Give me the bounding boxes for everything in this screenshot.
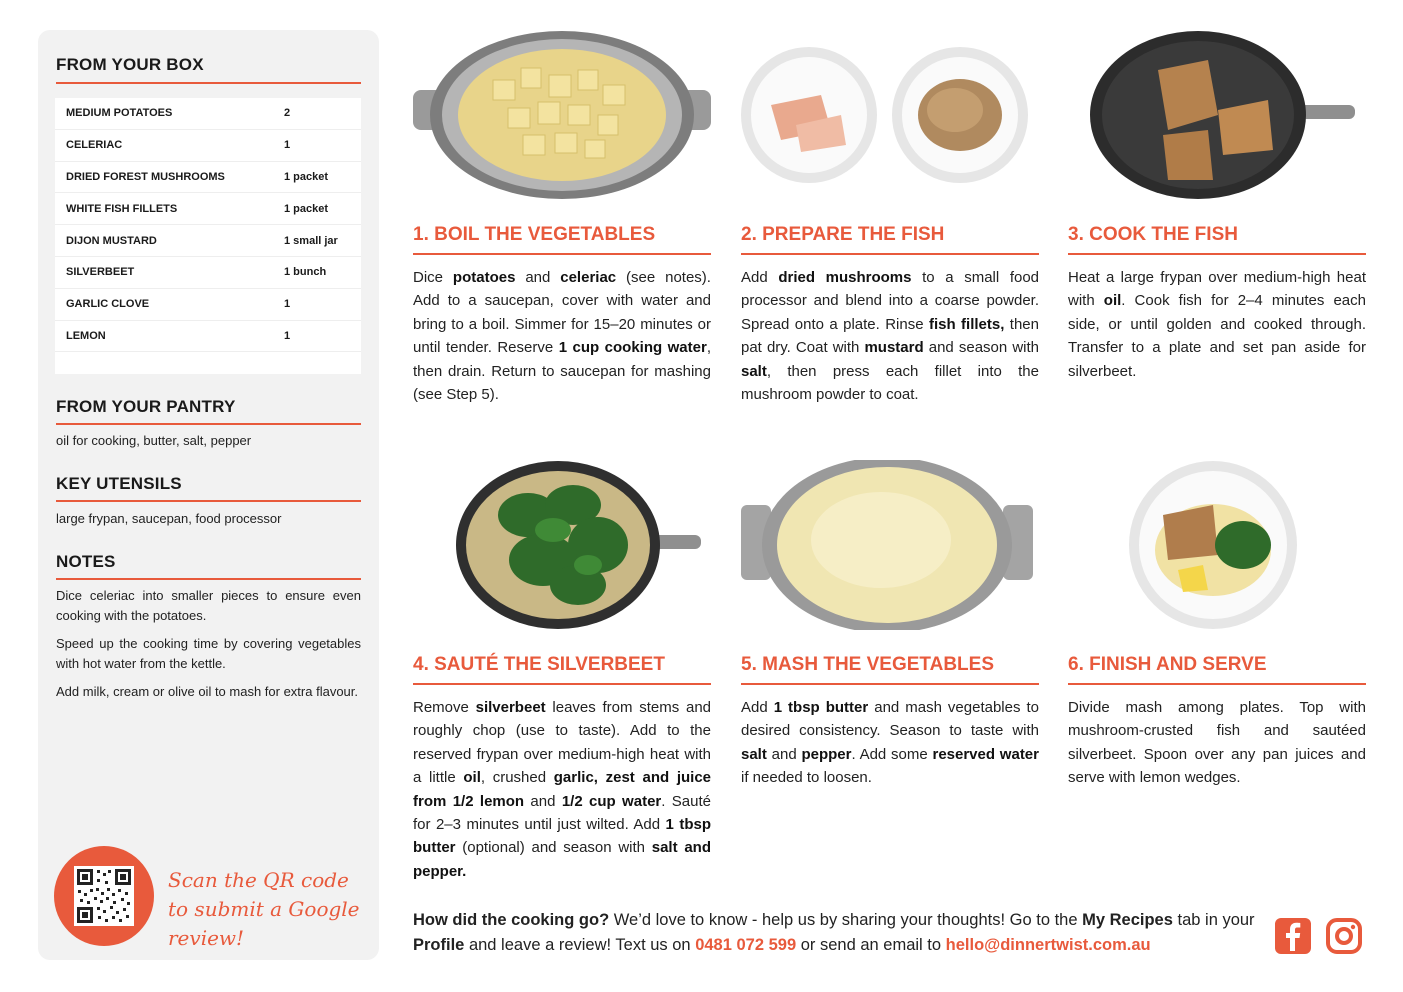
body-text: (optional) and season with <box>455 839 652 857</box>
ingredient-name: CELERIAC <box>66 139 123 152</box>
body-text: Dice <box>413 269 453 286</box>
ingredient-name: LEMON <box>66 329 106 342</box>
ingredient-qty: 2 <box>284 107 291 120</box>
bold-text: fish fillets, <box>928 315 1005 333</box>
body-text: Heat a large frypan over medium-high heat with <box>1068 269 1366 310</box>
instagram-icon[interactable] <box>1325 917 1363 955</box>
divider <box>741 683 1039 685</box>
ingredient-name: SILVERBEET <box>66 266 135 279</box>
plated-dish-image <box>1068 460 1366 630</box>
body-text: . Sauté for 2–3 minutes until just wilted. Add <box>413 792 711 834</box>
body-text: or send an email to <box>796 936 946 954</box>
fish-and-mushroom-powder-plates-image <box>741 30 1039 200</box>
body-text: and <box>515 269 561 286</box>
qr-code-badge[interactable] <box>54 846 154 946</box>
ingredient-name: WHITE FISH FILLETS <box>66 202 178 215</box>
note: Add milk, cream or olive oil to mash for extra flavour. <box>56 684 359 699</box>
divider <box>741 253 1039 255</box>
body-text: Remove <box>413 699 476 716</box>
box-ingredients-table <box>55 98 361 374</box>
bold-text: 1 cup cooking water <box>558 339 707 357</box>
bold-text: Profile <box>413 936 465 954</box>
divider <box>56 578 361 580</box>
table-row <box>55 98 361 130</box>
qr-review-prompt: Scan the QR code to submit a Google review! <box>168 868 360 950</box>
divider <box>413 683 711 685</box>
body-text: We’d love to know - help us by sharing your thoughts! Go to the <box>609 911 1083 929</box>
ingredient-qty: 1 <box>284 139 291 152</box>
notes-title: NOTES <box>56 552 116 571</box>
note: Speed up the cooking time by covering vegetables with hot water from the kettle. <box>56 636 361 671</box>
table-row <box>55 193 361 225</box>
body-text: and <box>524 792 562 810</box>
silverbeet-in-frypan-image <box>413 460 711 630</box>
table-row <box>55 130 361 162</box>
review-footer-text <box>413 908 1263 958</box>
body-text: tab in your <box>1172 911 1255 929</box>
step-body <box>741 696 1039 790</box>
contact-text[interactable]: 0481 072 599 <box>695 936 797 954</box>
step-body <box>413 696 711 883</box>
table-row <box>55 162 361 194</box>
utensils-text: large frypan, saucepan, food processor <box>56 511 282 526</box>
step-body <box>1068 266 1366 383</box>
divider <box>1068 683 1366 685</box>
bold-text: How did the cooking go? <box>413 911 610 929</box>
body-text: . Cook fish for 2–4 minutes each side, or until golden and cooked through. Transfer to a plate and set pan aside for silverbeet. <box>1068 292 1366 380</box>
bold-text: salt <box>741 745 767 763</box>
bold-text: mustard <box>864 339 924 357</box>
bold-text: reserved water <box>932 745 1039 763</box>
qr-code[interactable] <box>74 866 134 926</box>
pot-of-diced-potatoes-image <box>413 30 711 200</box>
body-text: Add <box>741 269 779 286</box>
step-body <box>1068 696 1366 790</box>
pantry-title: FROM YOUR PANTRY <box>56 397 236 416</box>
body-text: and <box>766 745 802 763</box>
step-title: 1. BOIL THE VEGETABLES <box>413 224 656 245</box>
body-text: and season with <box>923 339 1039 357</box>
body-text: and mash vegetables to desired consistency. Season to taste with <box>741 699 1039 740</box>
bold-text: My Recipes <box>1082 911 1173 929</box>
ingredient-qty: 1 packet <box>284 202 329 215</box>
body-text: , then press each fillet into the mushroom powder to coat. <box>741 362 1039 404</box>
bold-text: potatoes <box>452 269 516 286</box>
body-text: and leave a review! Text us on <box>464 936 696 954</box>
fish-in-frypan-image <box>1068 30 1366 200</box>
bold-text: pepper <box>801 745 852 763</box>
bold-text: salt <box>741 362 767 380</box>
table-row <box>55 225 361 257</box>
divider <box>56 500 361 502</box>
bold-text: 1 tbsp butter <box>413 816 711 857</box>
divider <box>56 423 361 425</box>
ingredient-qty: 1 <box>284 298 291 311</box>
step-title: 5. MASH THE VEGETABLES <box>741 654 995 675</box>
ingredient-qty: 1 bunch <box>284 266 327 279</box>
ingredient-qty: 1 small jar <box>284 234 338 247</box>
pantry-text: oil for cooking, butter, salt, pepper <box>56 433 252 448</box>
body-text: , crushed <box>480 769 554 787</box>
step-body <box>741 266 1039 406</box>
body-text: then pat dry. Coat with <box>741 315 1039 357</box>
pot-of-mash-image <box>741 460 1039 630</box>
ingredient-name: GARLIC CLOVE <box>66 298 150 311</box>
bold-text: celeriac <box>560 269 617 286</box>
divider <box>56 82 361 84</box>
body-text: to a small food processor and blend into a coarse powder. Spread onto a plate. Rinse <box>741 269 1040 333</box>
notes-list <box>56 586 361 710</box>
body-text: , then drain. Return to saucepan for mashing (see Step 5). <box>413 339 711 404</box>
step-title: 3. COOK THE FISH <box>1068 224 1238 245</box>
bold-text: silverbeet <box>475 699 546 716</box>
ingredient-qty: 1 packet <box>284 170 329 183</box>
ingredient-qty: 1 <box>284 329 291 342</box>
facebook-icon[interactable] <box>1274 917 1312 955</box>
box-title: FROM YOUR BOX <box>56 55 204 74</box>
bold-text: 1 tbsp butter <box>773 699 869 716</box>
body-text: . Add some <box>851 745 933 763</box>
divider <box>1068 253 1366 255</box>
ingredient-name: DIJON MUSTARD <box>66 234 157 247</box>
step-title: 4. SAUTÉ THE SILVERBEET <box>413 654 665 675</box>
body-text: if needed to loosen. <box>741 769 872 787</box>
body-text: Divide mash among plates. Top with mushroom-crusted fish and sautéed silverbeet. Spoon over any pan juices and serve with lemon wedges. <box>1068 699 1366 787</box>
table-row <box>55 321 361 353</box>
step-body <box>413 266 711 406</box>
utensils-title: KEY UTENSILS <box>56 474 182 493</box>
table-row <box>55 257 361 289</box>
ingredients-sidebar <box>38 30 379 960</box>
step-title: 6. FINISH AND SERVE <box>1068 654 1267 675</box>
body-text: (see notes). Add to a saucepan, cover with water and bring to a boil. Simmer for 15–20 minutes or until tender. Reserve <box>413 269 711 357</box>
step-title: 2. PREPARE THE FISH <box>741 224 945 245</box>
bold-text: dried mushrooms <box>778 269 912 286</box>
body-text: leaves from stems and roughly chop (use to taste). Add to the reserved frypan over medium-high heat with a little <box>413 699 712 787</box>
body-text: Add <box>741 699 774 716</box>
table-row <box>55 289 361 321</box>
ingredient-name: DRIED FOREST MUSHROOMS <box>66 170 225 183</box>
bold-text: oil <box>1103 292 1122 310</box>
contact-text[interactable]: hello@dinnertwist.com.au <box>945 936 1151 954</box>
bold-text: 1/2 cup water <box>561 792 662 810</box>
bold-text: garlic, zest and juice from 1/2 lemon <box>413 769 712 810</box>
bold-text: salt and pepper. <box>413 839 711 880</box>
divider <box>413 253 711 255</box>
ingredient-name: MEDIUM POTATOES <box>66 107 173 120</box>
note: Dice celeriac into smaller pieces to ensure even cooking with the potatoes. <box>56 588 361 623</box>
bold-text: oil <box>463 769 481 787</box>
